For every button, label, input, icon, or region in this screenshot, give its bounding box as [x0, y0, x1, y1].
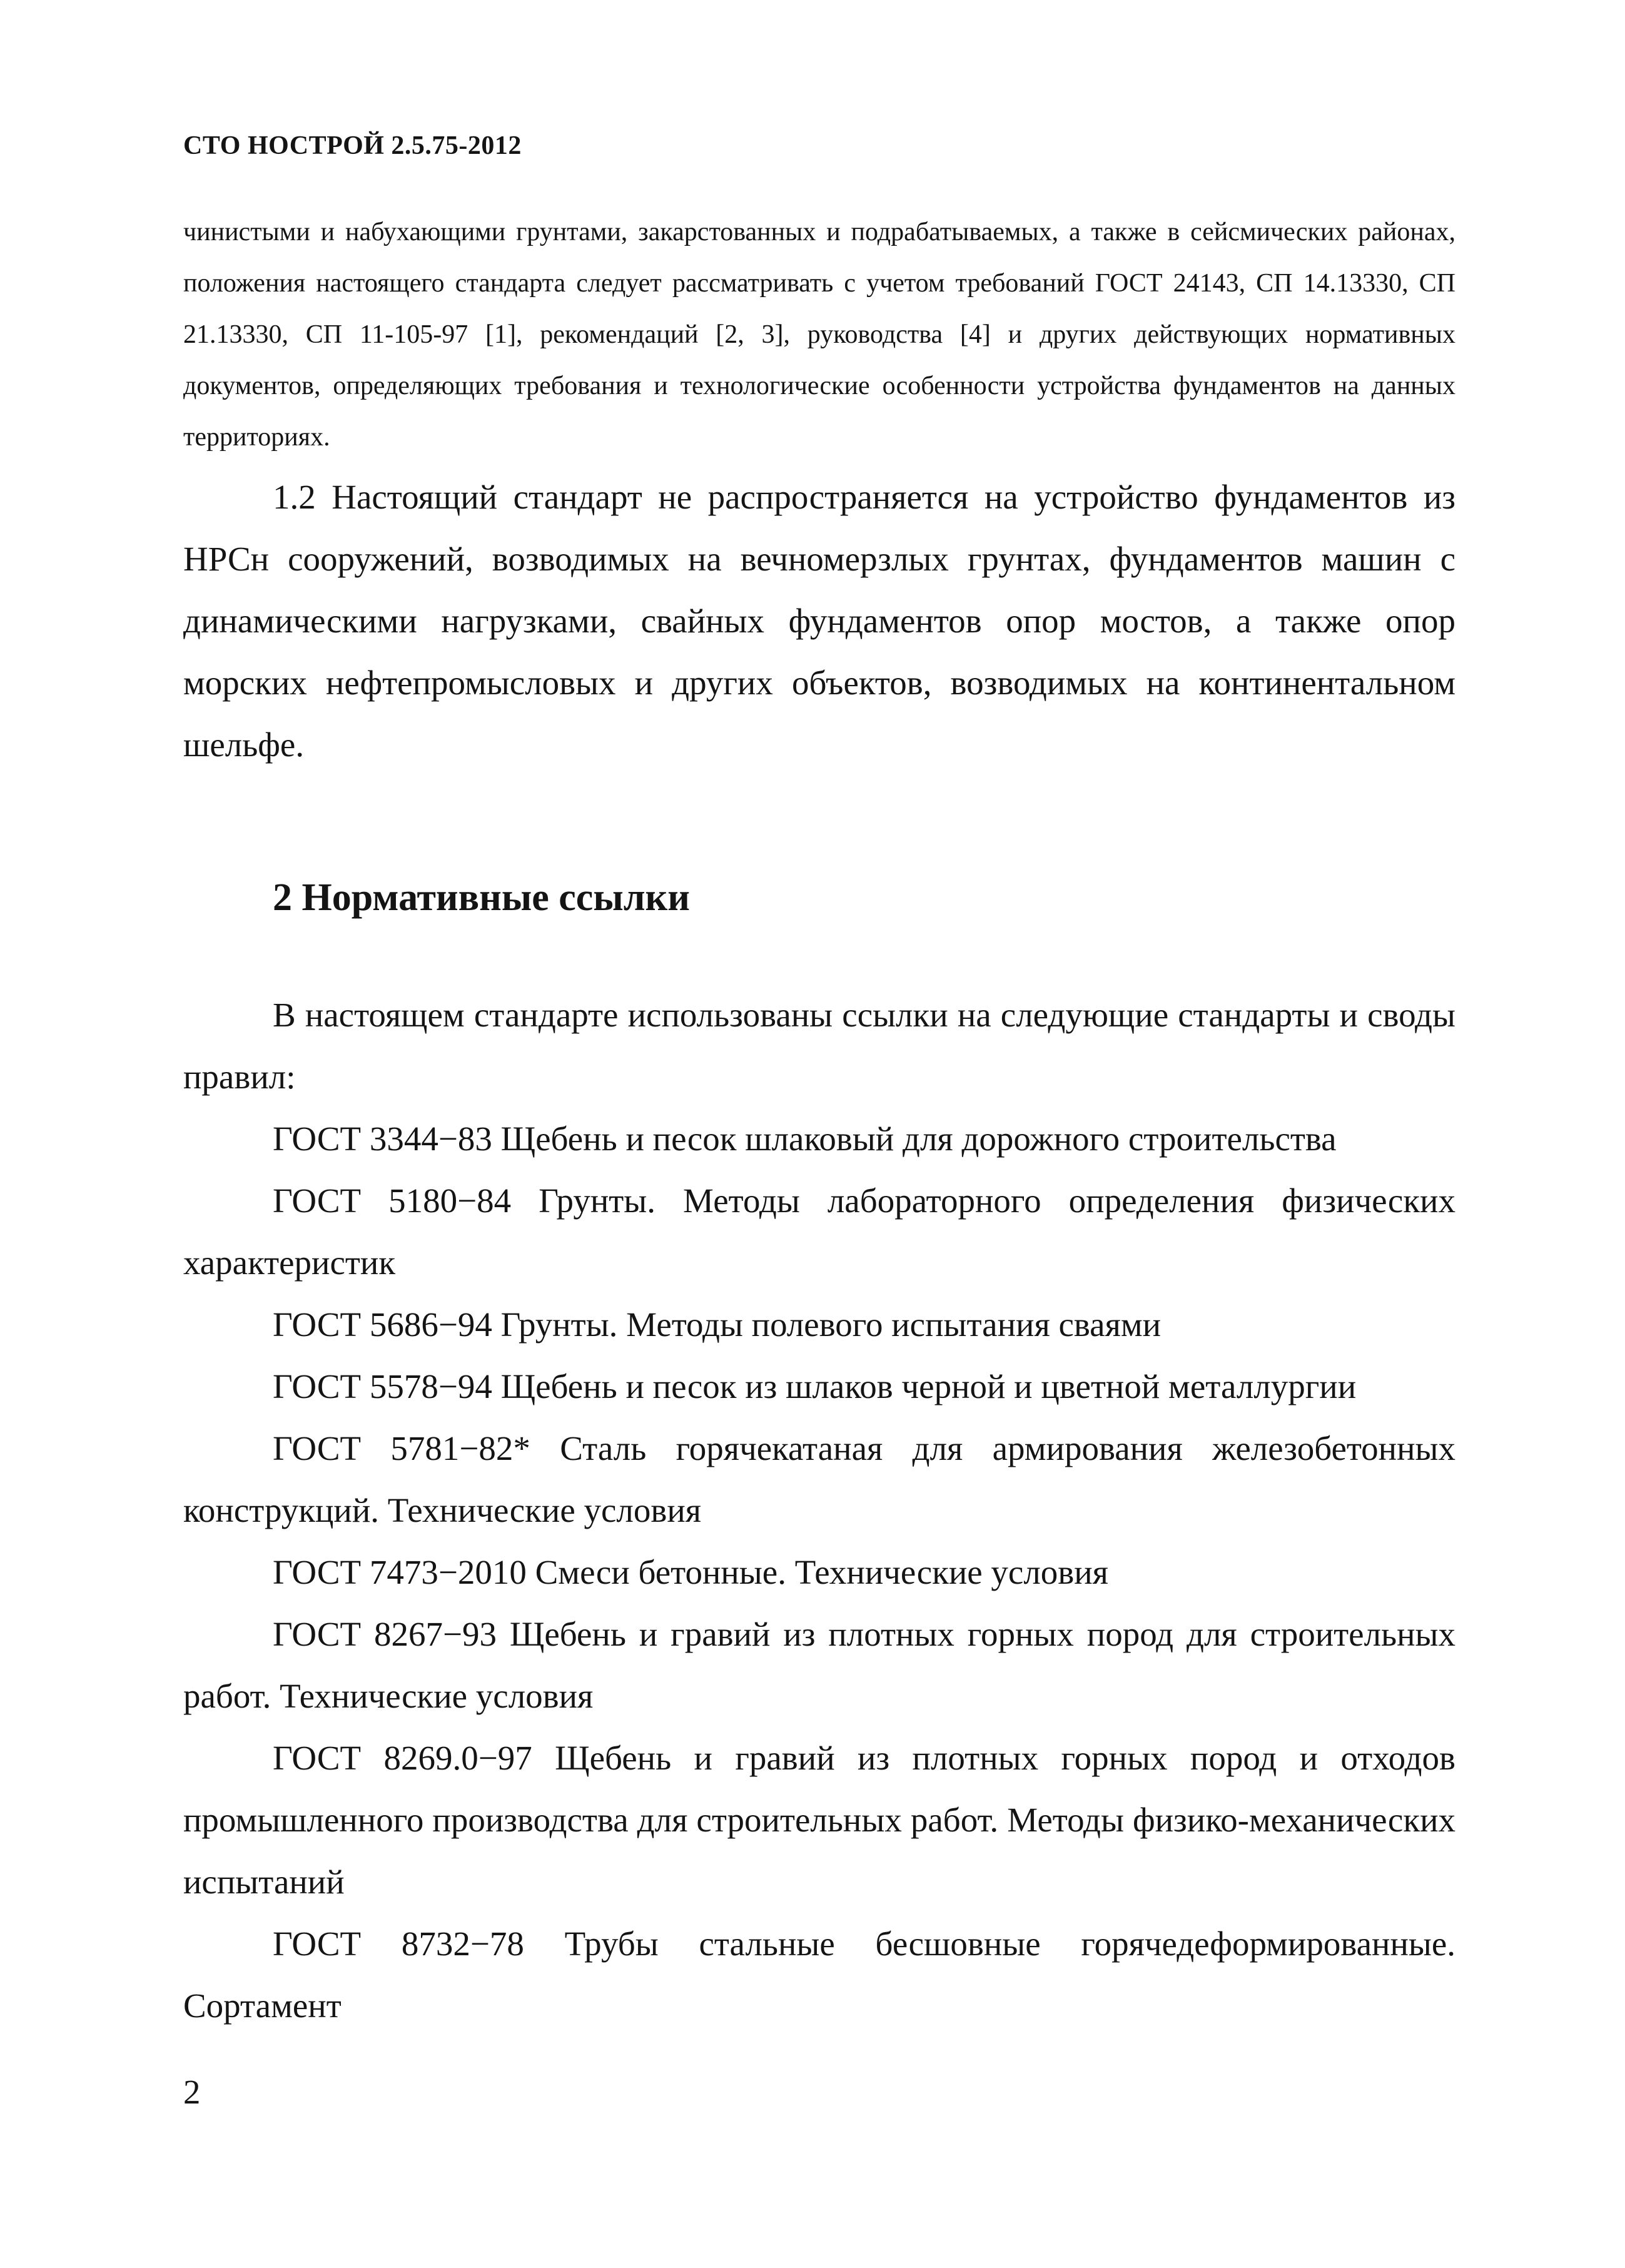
reference-item: ГОСТ 8267−93 Щебень и гравий из плотных горных пород для строительных работ. Технические условия	[183, 1615, 1455, 1715]
reference-item: ГОСТ 7473−2010 Смеси бетонные. Технические условия	[273, 1553, 1108, 1591]
intro-paragraph: чинистыми и набухающими грунтами, закарстованных и подрабатываемых, а также в сейсмических районах, положения настоящего стандарта следует рассматривать с учетом требований ГОСТ 24143, СП 14.13330, СП 21.13330, СП 11-105-97 [1], рекомендаций [2, 3], руководства [4] и других действующих нормативных документов, определяющих требования и технологические особенности устройства фундаментов на данных территориях.	[183, 218, 1455, 452]
reference-item: ГОСТ 5686−94 Грунты. Методы полевого испытания сваями	[273, 1305, 1162, 1344]
reference-item: ГОСТ 8269.0−97 Щебень и гравий из плотных горных пород и отходов промышленного производства для строительных работ. Методы физико-механических испытаний	[183, 1739, 1455, 1901]
section-2-heading: 2 Нормативные ссылки	[273, 876, 690, 919]
reference-item: ГОСТ 5180−84 Грунты. Методы лабораторного определения физических характеристик	[183, 1182, 1455, 1282]
clause-1-2-paragraph: 1.2 Настоящий стандарт не распространяется на устройство фундаментов из НРСн сооружений, возводимых на вечномерзлых грунтах, фундаментов машин с динамическими нагрузками, свайных фундаментов опор мостов, а также опор морских нефтепромысловых и других объектов, возводимых на континентальном шельфе.	[183, 478, 1455, 764]
references-intro: В настоящем стандарте использованы ссылки на следующие стандарты и своды правил:	[183, 996, 1455, 1096]
page-number: 2	[183, 2073, 201, 2111]
reference-item: ГОСТ 5781−82* Сталь горячекатаная для армирования железобетонных конструкций. Технические условия	[183, 1429, 1455, 1529]
reference-item: ГОСТ 8732−78 Трубы стальные бесшовные горячедеформированные. Сортамент	[183, 1925, 1455, 2025]
clause-1-2-block	[183, 466, 1455, 776]
intro-paragraph-block	[183, 206, 1455, 463]
reference-item: ГОСТ 3344−83 Щебень и песок шлаковый для дорожного строительства	[273, 1120, 1337, 1158]
reference-item: ГОСТ 5578−94 Щебень и песок из шлаков черной и цветной металлургии	[273, 1367, 1357, 1405]
normative-references-list	[183, 984, 1455, 2037]
page-header-standard-id: СТО НОСТРОЙ 2.5.75-2012	[183, 131, 522, 160]
